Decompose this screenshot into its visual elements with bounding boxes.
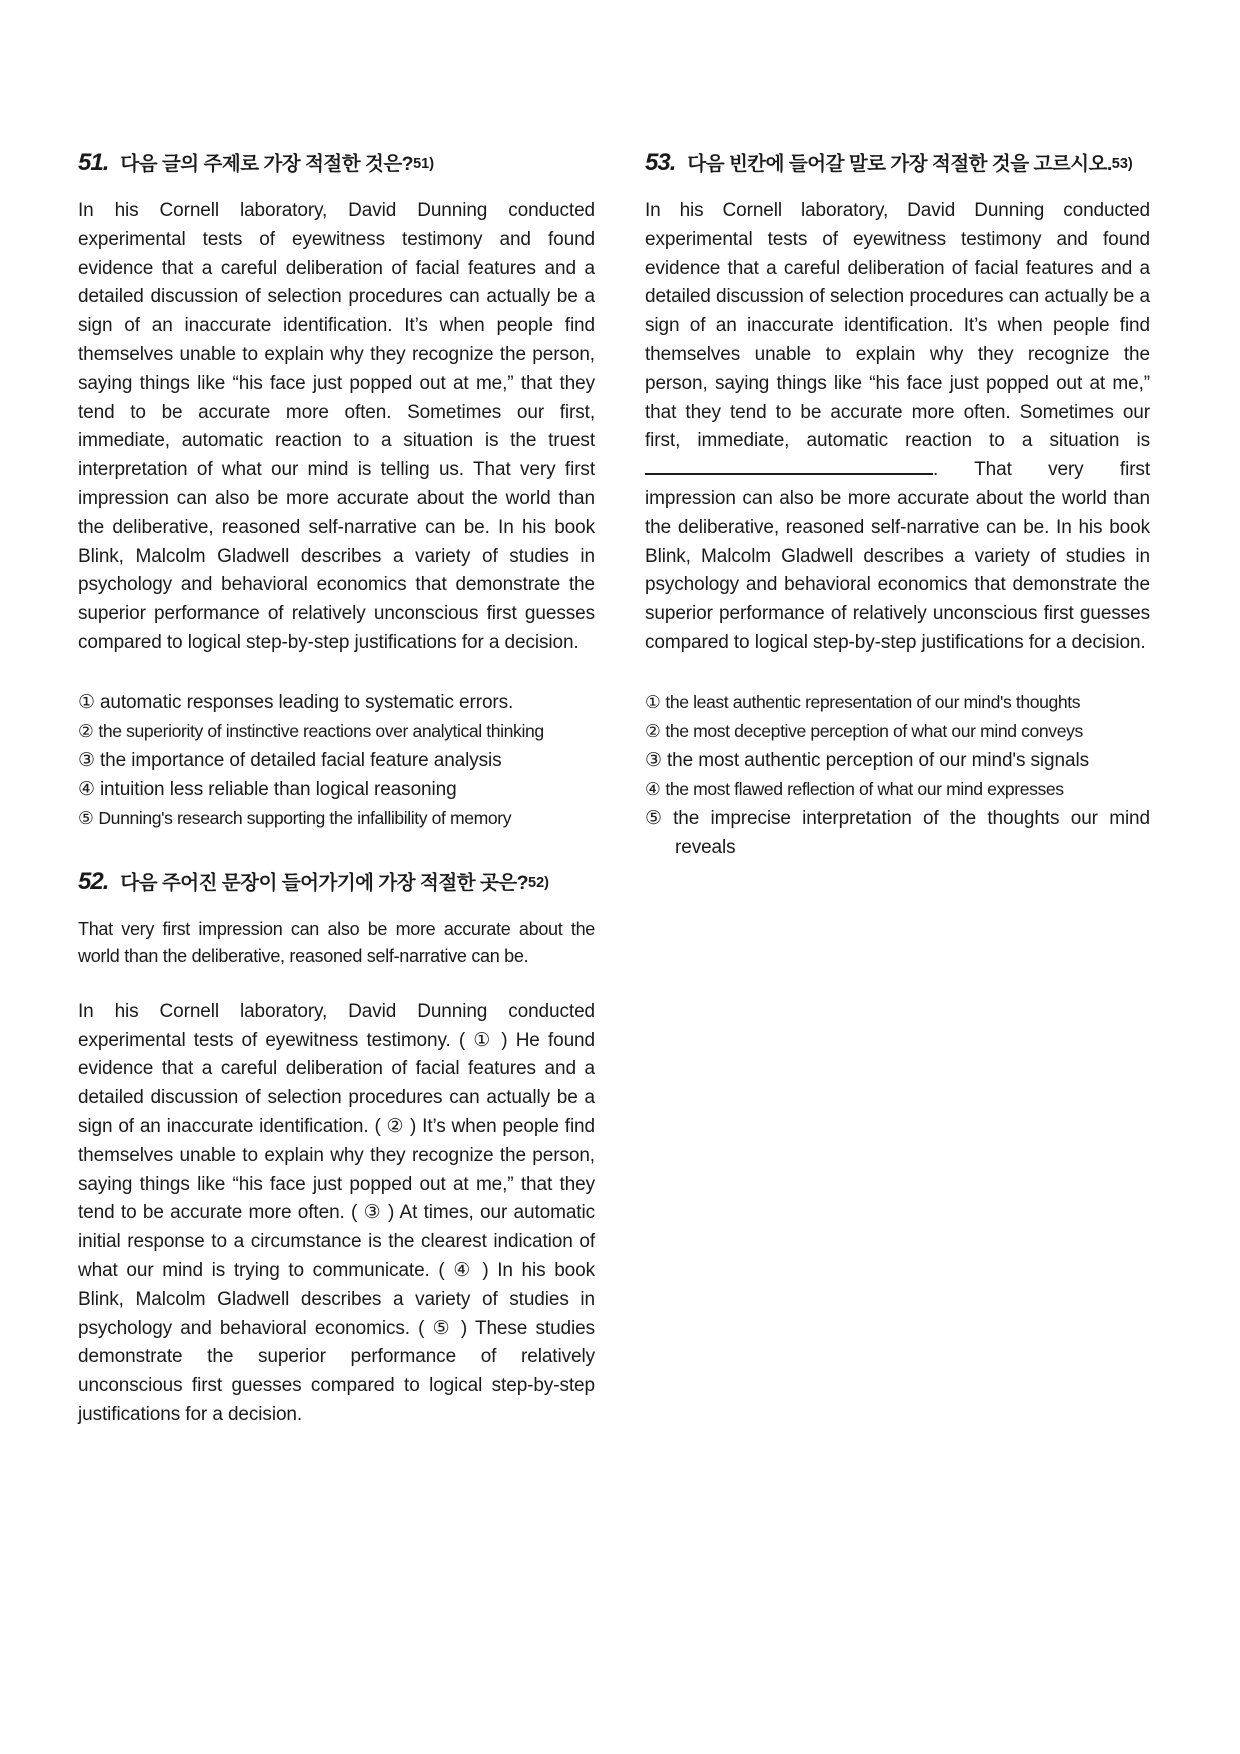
question-51-number: 51. (78, 149, 109, 176)
fill-in-blank-line (645, 456, 933, 475)
question-51-option-5-text: Dunning's research supporting the infallibility of memory (98, 807, 512, 828)
question-51-option-4 (78, 775, 595, 804)
question-51-option-2 (78, 717, 595, 746)
circled-2-marker: ② (78, 720, 94, 741)
question-51-option-4-text: intuition less reliable than logical reasoning (99, 778, 457, 800)
question-53-header (645, 148, 1150, 181)
question-53-option-4 (645, 775, 1150, 804)
circled-5-marker: ⑤ (645, 807, 669, 829)
circled-2-marker: ② (645, 720, 661, 741)
question-53-option-1-text: the least authentic representation of our mind's thoughts (665, 691, 1081, 712)
question-52-title: 다음 주어진 문장이 들어가기에 가장 적절한 곳은? (120, 871, 529, 894)
question-53-options (645, 688, 1150, 862)
question-53 (645, 148, 1150, 862)
question-52-header (78, 867, 595, 900)
question-53-option-5-text: the imprecise interpretation of the thoughts our mind reveals (673, 807, 1150, 858)
question-51-footnote-ref: 51) (413, 156, 435, 172)
right-column (645, 148, 1150, 862)
question-52-footnote-ref: 52) (528, 874, 550, 891)
question-52 (78, 867, 595, 1430)
question-52-number: 52. (78, 867, 109, 895)
question-53-option-1 (645, 688, 1150, 717)
left-column (78, 148, 595, 1430)
circled-1-marker: ① (645, 691, 661, 712)
question-52-passage: In his Cornell laboratory, David Dunning conducted experimental tests of eyewitness testimony. ( ① ) He found evidence that a careful deliberation of facial features and a detailed discussion of selection procedures can actually be a sign of an inaccurate identification. ( ② ) It’s when people find themselves unable to explain why they recognize the person, saying things like “his face just popped out at me,” that they tend to be accurate more often. ( ③ ) At times, our automatic initial response to a circumstance is the clearest indication of what our mind is trying to communicate. ( ④ ) In his book Blink, Malcolm Gladwell describes a variety of studies in psychology and behavioral economics. ( ⑤ ) These studies demonstrate the superior performance of relatively unconscious first guesses compared to logical step-by-step justifications for a decision. (78, 1000, 595, 1425)
question-53-option-3-text: the most authentic perception of our mind's signals (666, 749, 1089, 771)
question-51-passage: In his Cornell laboratory, David Dunning conducted experimental tests of eyewitness testimony and found evidence that a careful deliberation of facial features and a detailed discussion of selection procedures can actually be a sign of an inaccurate identification. It’s when people find themselves unable to explain why they recognize the person, saying things like “his face just popped out at me,” that they tend to be accurate more often. Sometimes our first, immediate, automatic reaction to a situation is the truest interpretation of what our mind is telling us. That very first impression can also be more accurate about the world than the deliberative, reasoned self-narrative can be. In his book Blink, Malcolm Gladwell describes a variety of studies in psychology and behavioral economics that demonstrate the superior performance of relatively unconscious first guesses compared to logical step-by-step justifications for a decision. (78, 200, 595, 653)
question-53-passage-before-blank: In his Cornell laboratory, David Dunning conducted experimental tests of eyewitness testimony and found evidence that a careful deliberation of facial features and a detailed discussion of selection procedures can actually be a sign of an inaccurate identification. It’s when people find themselves unable to explain why they recognize the person, saying things like “his face just popped out at me,” that they tend to be accurate more often. Sometimes our first, immediate, automatic reaction to a situation is (645, 200, 1150, 452)
question-53-option-4-text: the most flawed reflection of what our mind expresses (665, 778, 1064, 799)
circled-1-marker: ① (78, 691, 95, 713)
question-51-option-3-text: the importance of detailed facial feature analysis (99, 749, 502, 771)
question-51-option-3 (78, 746, 595, 775)
question-51-header (78, 148, 595, 181)
question-53-passage (645, 197, 1150, 658)
circled-3-marker: ③ (78, 749, 95, 771)
circled-3-marker: ③ (645, 749, 662, 771)
question-51-option-2-text: the superiority of instinctive reactions over analytical thinking (98, 720, 544, 741)
question-53-number: 53. (645, 149, 676, 176)
question-51-options (78, 688, 595, 833)
question-53-title: 다음 빈칸에 들어갈 말로 가장 적절한 것을 고르시오. (687, 153, 1112, 175)
question-53-option-2-text: the most deceptive perception of what our mind conveys (665, 720, 1083, 741)
question-51 (78, 148, 595, 833)
question-53-footnote-ref: 53) (1111, 156, 1133, 172)
question-53-passage-after-blank: . That very first impression can also be more accurate about the world than the deliberative, reasoned self-narrative can be. In his book Blink, Malcolm Gladwell describes a variety of studies in psychology and behavioral economics that demonstrate the superior performance of relatively unconscious first guesses compared to logical step-by-step justifications for a decision. (645, 459, 1150, 654)
question-51-title: 다음 글의 주제로 가장 적절한 것은? (120, 153, 414, 175)
circled-4-marker: ④ (78, 778, 95, 800)
circled-5-marker: ⑤ (78, 807, 94, 828)
question-52-given-sentence: That very first impression can also be more accurate about the world than the deliberative, reasoned self-narrative can be. (78, 918, 595, 966)
question-53-option-5 (645, 804, 1150, 862)
question-51-option-1-text: automatic responses leading to systematic errors. (99, 691, 514, 713)
question-51-option-5 (78, 804, 595, 833)
question-53-option-2 (645, 717, 1150, 746)
question-51-option-1 (78, 688, 595, 717)
question-53-option-3 (645, 746, 1150, 775)
circled-4-marker: ④ (645, 778, 661, 799)
